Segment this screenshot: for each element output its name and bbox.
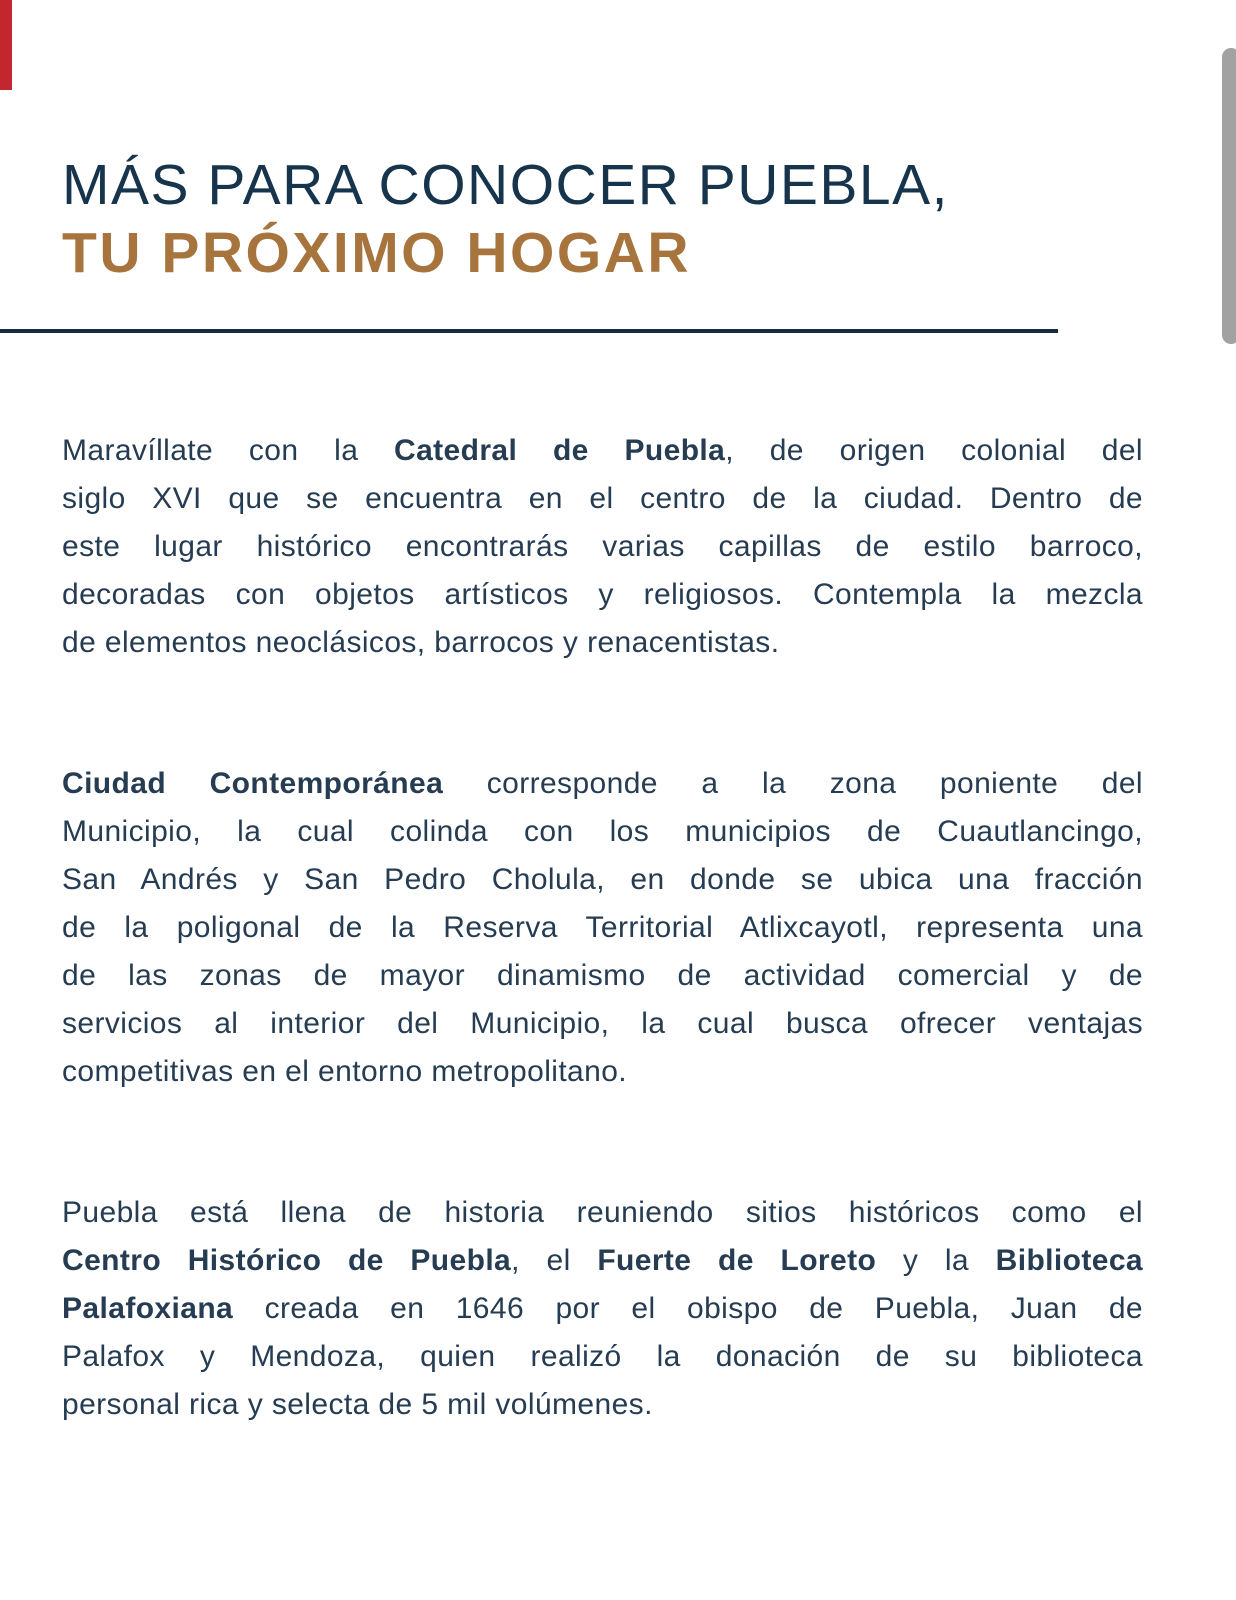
text-segment: competitivas en el entorno metropolitano. [62,1055,628,1088]
text-segment: de elementos neoclásicos, barrocos y renacentistas. [62,626,780,659]
text-segment: Palafox y Mendoza, quien realizó la donación de su biblioteca [62,1340,1143,1373]
paragraph-1 [62,427,1143,667]
text-line [62,619,1143,667]
text-segment: de la poligonal de la Reserva Territorial Atlixcayotl, representa una [62,911,1143,944]
paragraph-3 [62,1189,1143,1429]
text-segment: siglo XVI que se encuentra en el centro de la ciudad. Dentro de [62,482,1143,515]
text-segment: Municipio, la cual colinda con los municipios de Cuautlancingo, [62,815,1143,848]
title-underline-rule [0,329,1058,333]
text-line [62,475,1143,523]
text-line [62,427,1143,475]
text-segment: y la [876,1244,996,1277]
bold-text-segment: Ciudad Contemporánea [62,767,444,800]
text-line [62,1237,1143,1285]
page-header [62,150,1142,286]
text-segment: Maravíllate con la [62,434,394,467]
text-line [62,1381,1143,1429]
text-segment: Puebla está llena de historia reuniendo sitios históricos como el [62,1196,1143,1229]
text-line [62,760,1143,808]
text-line [62,1000,1143,1048]
text-segment: de las zonas de mayor dinamismo de actividad comercial y de [62,959,1143,992]
page-title-line1: MÁS PARA CONOCER PUEBLA, [62,153,949,217]
text-segment: servicios al interior del Municipio, la cual busca ofrecer ventajas [62,1007,1143,1040]
text-line [62,1189,1143,1237]
text-line [62,952,1143,1000]
bold-text-segment: Biblioteca [995,1244,1144,1277]
text-line [62,523,1143,571]
text-line [62,808,1143,856]
text-segment: corresponde a la zona poniente del [443,767,1143,800]
text-segment: San Andrés y San Pedro Cholula, en donde se ubica una fracción [62,863,1143,896]
red-bookmark-ribbon [0,0,12,90]
bold-text-segment: Fuerte de Loreto [597,1244,877,1277]
scrollbar-thumb[interactable] [1222,48,1236,344]
text-segment: personal rica y selecta de 5 mil volúmenes. [62,1388,653,1421]
text-line [62,856,1143,904]
text-line [62,1285,1143,1333]
text-segment: este lugar histórico encontrarás varias capillas de estilo barroco, [62,530,1143,563]
text-segment: decoradas con objetos artísticos y religiosos. Contempla la mezcla [62,578,1143,611]
text-line [62,904,1143,952]
text-line [62,1333,1143,1381]
text-segment: , el [511,1244,598,1277]
text-line [62,571,1143,619]
bold-text-segment: Centro Histórico de Puebla [62,1244,512,1277]
text-segment: creada en 1646 por el obispo de Puebla, Juan de [233,1292,1143,1325]
text-segment: , de origen colonial del [725,434,1144,467]
bold-text-segment: Palafoxiana [62,1292,234,1325]
page-title-line2: TU PRÓXIMO HOGAR [62,221,692,285]
body-text [62,427,1143,1429]
paragraph-2 [62,760,1143,1096]
text-line [62,1048,1143,1096]
bold-text-segment: Catedral de Puebla [394,434,726,467]
